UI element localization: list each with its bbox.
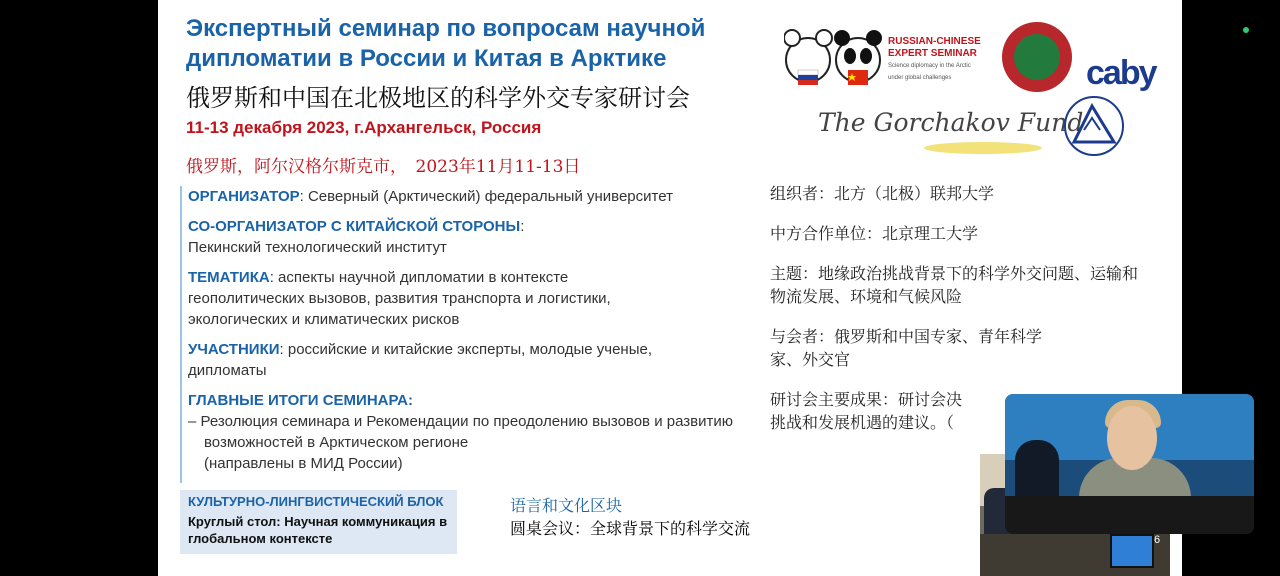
rc-line1: RUSSIAN-CHINESE: [888, 36, 981, 47]
zh-participants: 与会者：俄罗斯和中国专家、青年科学家、外交官: [770, 327, 1043, 369]
caby-logo: caby: [1086, 54, 1156, 92]
slide-title-zh: 俄罗斯和中国在北极地区的科学外交专家研讨会: [186, 84, 690, 112]
zh-theme: 主题：地缘政治挑战背景下的科学外交问题、运输和物流发展、环境和气候风险: [770, 264, 1139, 306]
culture-subtitle: Круглый стол: Научная коммуникация в глобальном контексте: [188, 514, 448, 546]
gorchakov-logo: The Gorchakov Fund: [818, 108, 1084, 137]
culture-zh-sub: 圆桌会议：全球背景下的科学交流: [510, 519, 751, 538]
feather-icon: [924, 142, 1042, 154]
section-coorganizer: СО-ОРГАНИЗАТОР С КИТАЙСКОЙ СТОРОНЫ: Пекинский технологический институт: [188, 218, 525, 256]
rc-line2: EXPERT SEMINAR: [888, 48, 977, 59]
zh-organizer: 组织者：北方（北极）联邦大学: [770, 184, 995, 203]
section-organizer: ОРГАНИЗАТОР: Северный (Арктический) федеральный университет: [188, 188, 673, 205]
rc-sub: Science diplomacy in the Arctic under global challenges: [888, 63, 971, 81]
zh-coorganizer: 中方合作单位：北京理工大学: [770, 224, 979, 243]
section-participants: УЧАСТНИКИ: российские и китайские эксперты, молодые ученые, дипломаты: [188, 341, 652, 379]
culture-block: [180, 490, 457, 554]
zh-results-1: 研讨会主要成果：研讨会决: [770, 390, 963, 409]
zh-results-2: 挑战和发展机遇的建议。（: [770, 413, 955, 432]
culture-zh-title: 语言和文化区块: [510, 496, 623, 515]
date-ru: 11-13 декабря 2023, г.Архангельск, Россия: [186, 118, 542, 137]
green-dot-icon: [1243, 27, 1249, 33]
mountain-logo-icon: [1062, 94, 1126, 158]
rc-seminar-logo: [888, 36, 981, 84]
section-theme: ТЕМАТИКА: аспекты научной дипломатии в контексте геополитических вызовов, развития транспорта и логистики, экологических и климатических рисков: [188, 269, 611, 328]
bears-logo-icon: [784, 22, 882, 92]
date-zh: 俄罗斯，阿尔汉格尔斯克市， 2023年11月11-13日: [186, 157, 581, 177]
culture-block-zh: [510, 494, 750, 540]
logo-group: [784, 18, 1174, 158]
slide-title-ru: Экспертный семинар по вопросам научной дипломатии в России и Китая в Арктике: [186, 15, 706, 72]
result-note: (направлены в МИД России): [204, 455, 403, 472]
bit-logo-icon: [1002, 22, 1072, 92]
result-bullet: – Резолюция семинара и Рекомендации по преодолению вызовов и развитию возможностей в Арктическом регионе: [188, 413, 733, 451]
section-results: ГЛАВНЫЕ ИТОГИ СЕМИНАРА: – Резолюция семинара и Рекомендации по преодолению вызовов и развитию возможностей в Арктическом регионе (направлены в МИД России): [188, 390, 748, 474]
info-left-column: [180, 186, 768, 483]
culture-title: КУЛЬТУРНО-ЛИНГВИСТИЧЕСКИЙ БЛОК: [188, 494, 444, 509]
speaker-video-tile[interactable]: [1005, 394, 1254, 534]
page-number: 6: [1154, 534, 1161, 546]
